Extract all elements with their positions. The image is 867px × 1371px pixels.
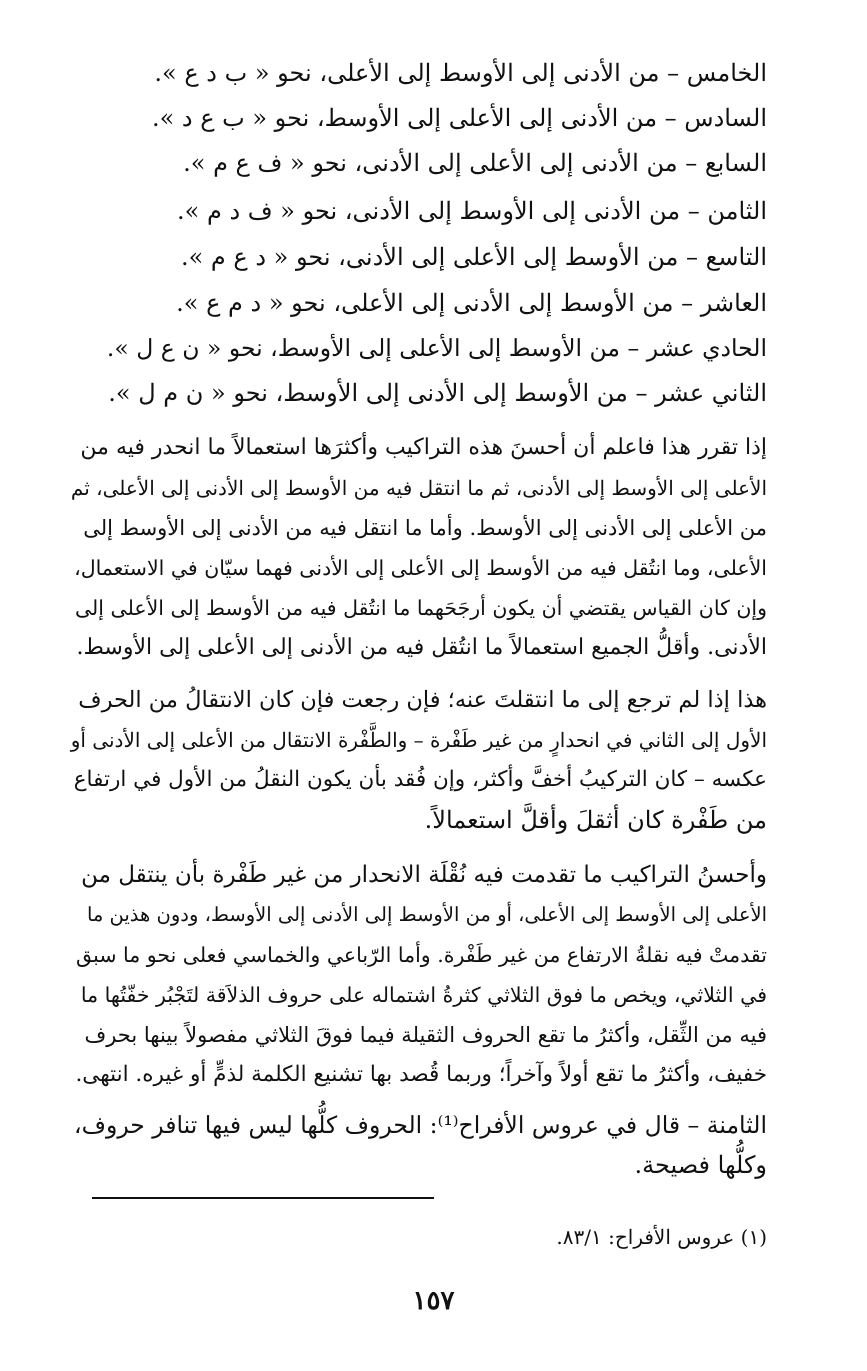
paragraph-best-compositions — [71, 855, 767, 1095]
footnote: (١) عروس الأفراح: ٨٣/١. — [556, 1225, 767, 1249]
text-line: الثامنة – قال في عروس الأفراح⁽¹⁾: الحروف كلُّها ليس فيها تنافر حروف، — [74, 1111, 767, 1139]
paragraph-eighth-point — [71, 1105, 767, 1185]
text-line: في الثلاثي، ويخص ما فوق الثلاثي كثرةُ اشتماله على حروف الذلاَقة لتَجْبُر خفّتُها ما — [80, 983, 767, 1007]
text-line: من طَفْرة كان أثقلَ وأقلَّ استعمالاً. — [424, 806, 767, 834]
list-item: الحادي عشر – من الأوسط إلى الأعلى إلى الأوسط، نحو « ن ع ل ». — [106, 334, 767, 362]
text-line: من الأعلى إلى الأدنى إلى الأوسط. وأما ما انتقل فيه من الأدنى إلى الأوسط إلى — [83, 516, 767, 540]
text-line: وأحسنُ التراكيب ما تقدمت فيه نُقْلَة الانحدار من غير طَفْرة بأن ينتقل من — [81, 862, 767, 888]
text-line: خفيف، وأكثرُ ما تقع أولاً وآخراً؛ وربما قُصد بها تشنيع الكلمة لذمٍّ أو غيره. انتهى. — [75, 1062, 767, 1087]
text-line: الأعلى، وما انتُقل فيه من الأوسط إلى الأعلى إلى الأدنى فهما سيّان في الاستعمال، — [74, 556, 767, 580]
paragraph-return-transition — [71, 680, 767, 840]
list-item: الثامن – من الأدنى إلى الأوسط إلى الأدنى، نحو « ف د م ». — [177, 197, 767, 225]
text-line: الأدنى. وأقلُّ الجميع استعمالاً ما انتُقل فيه من الأدنى إلى الأعلى إلى الأوسط. — [76, 635, 767, 660]
list-item: التاسع – من الأوسط إلى الأعلى إلى الأدنى، نحو « د ع م ». — [180, 243, 767, 271]
list-item: السابع – من الأدنى إلى الأعلى إلى الأدنى، نحو « ف ع م ». — [183, 149, 767, 177]
footnote-separator — [92, 1197, 434, 1199]
page-number: ١٥٧ — [412, 1286, 455, 1316]
text-line: تقدمتْ فيه نقلةُ الارتفاع من غير طَفْرة. وأما الرّباعي والخماسي فعلى نحو ما سبق — [76, 943, 767, 967]
text-line: فيه من الثِّقل، وأكثرُ ما تقع الحروف الثقيلة فيما فوقَ الثلاثي مفصولاً بينها بحرف — [84, 1023, 767, 1047]
list-item: الثاني عشر – من الأوسط إلى الأدنى إلى الأوسط، نحو « ن م ل ». — [108, 379, 767, 407]
list-item: السادس – من الأدنى إلى الأعلى إلى الأوسط، نحو « ب ع د ». — [151, 104, 767, 132]
text-line: وإن كان القياس يقتضي أن يكون أرجَحَهما ما انتُقل فيه من الأوسط إلى الأعلى إلى — [74, 596, 767, 620]
text-line: الأول إلى الثاني في انحدارٍ من غير طَفْرة – والطَّفْرة الانتقال من الأعلى إلى الأدنى أو — [70, 728, 767, 752]
text-line: الأعلى إلى الأوسط إلى الأعلى، أو من الأوسط إلى الأدنى إلى الأوسط، ودون هذين ما — [86, 903, 767, 926]
text-line: إذا تقرر هذا فاعلم أن أحسنَ هذه التراكيب وأكثرَها استعمالاً ما انحدر فيه من — [80, 435, 767, 460]
text-line: الأعلى إلى الأوسط إلى الأدنى، ثم ما انتقل فيه من الأوسط إلى الأدنى إلى الأعلى، ثم — [70, 476, 767, 500]
list-item: الخامس – من الأدنى إلى الأوسط إلى الأعلى، نحو « ب د ع ». — [154, 59, 767, 87]
paragraph-frequency-ranking — [71, 428, 767, 668]
text-line: هذا إذا لم ترجع إلى ما انتقلتَ عنه؛ فإن رجعت فإن كان الانتقالُ من الحرف — [78, 687, 767, 713]
list-item: العاشر – من الأوسط إلى الأدنى إلى الأعلى، نحو « د م ع ». — [176, 289, 767, 317]
text-line: عكسه – كان التركيبُ أخفَّ وأكثر، وإن فُقد بأن يكون النقلُ من الأول في ارتفاع — [73, 767, 767, 792]
text-line: وكلُّها فصيحة. — [634, 1151, 767, 1179]
